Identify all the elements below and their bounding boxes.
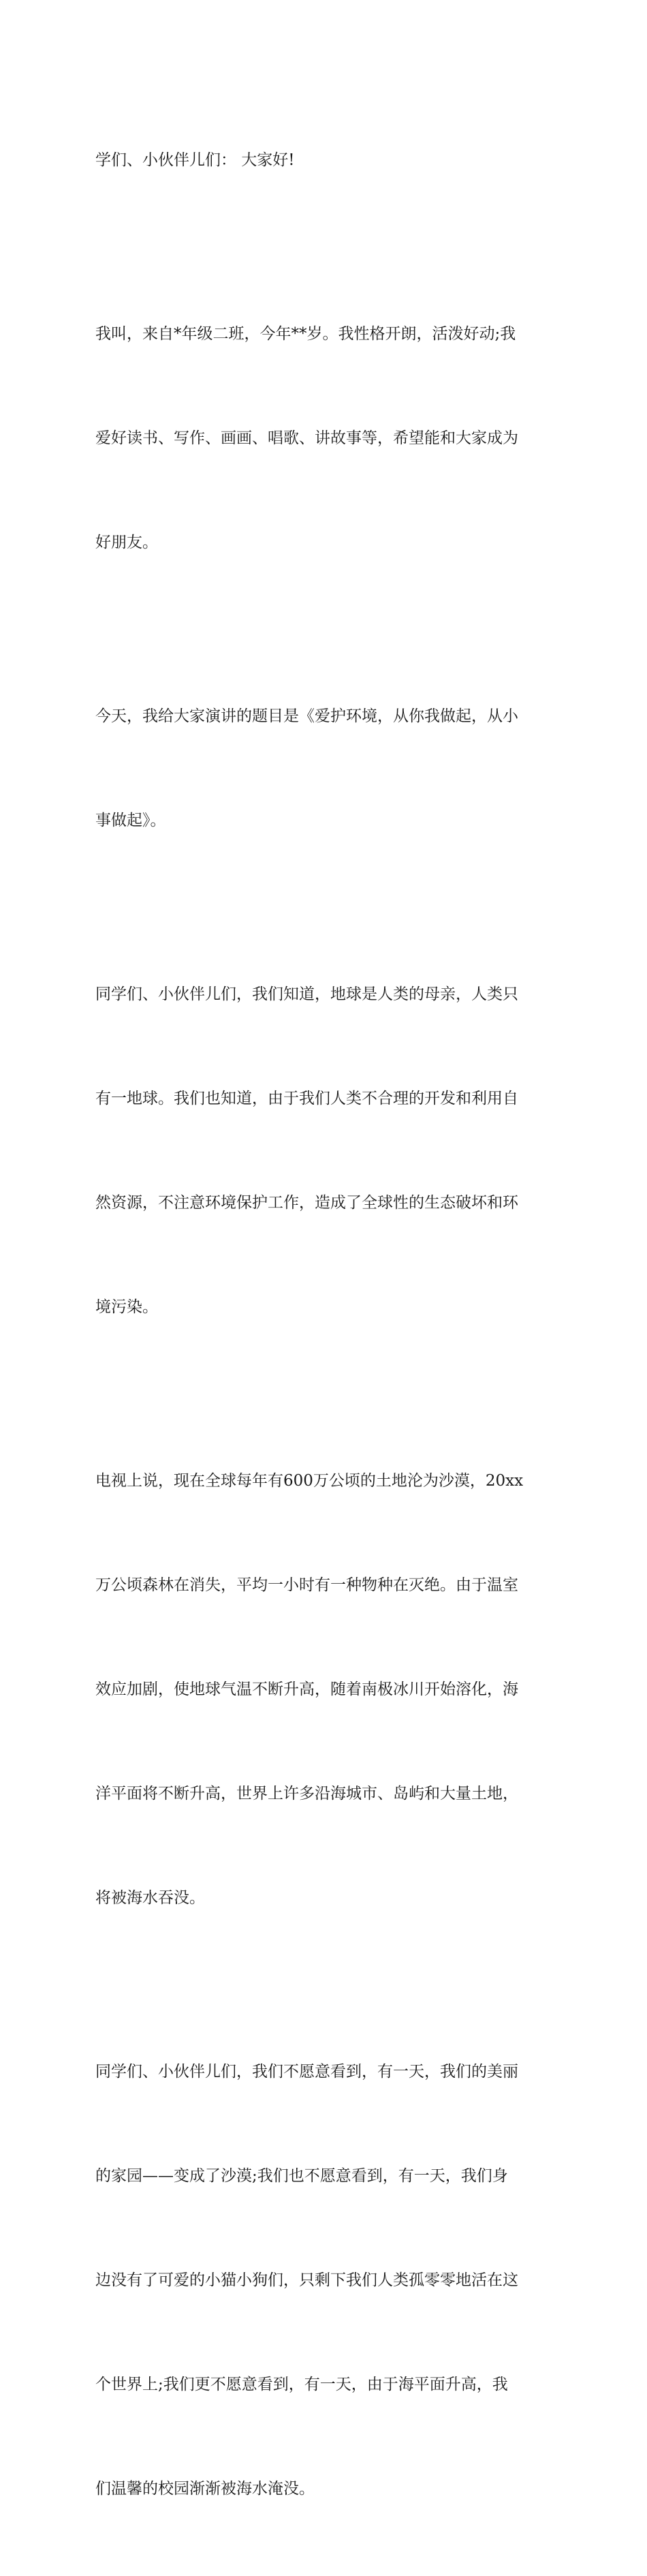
paragraph-self-introduction [95,247,555,630]
text-line: 事做起》。 [95,812,166,829]
text-line: 将被海水吞没。 [95,1889,205,1907]
document-body [95,74,555,2576]
text-line: 万公顷森林在消失，平均一小时有一种物种在灭绝。由于温室 [95,1576,518,1594]
text-line: 的家园——变成了沙漠;我们也不愿意看到，有一天，我们身 [95,2167,508,2185]
paragraph-appeal [95,1985,555,2576]
paragraph-speech-topic [95,630,555,908]
text-line: 学们、小伙伴儿们： 大家好! [95,151,295,169]
text-line: 们温馨的校园渐渐被海水淹没。 [95,2480,315,2498]
text-line: 然资源，不注意环境保护工作，造成了全球性的生态破坏和环 [95,1194,518,1212]
text-line: 我叫，来自*年级二班，今年**岁。我性格开朗，活泼好动;我 [95,325,516,343]
paragraph-tv-report [95,1394,555,1985]
text-line: 同学们、小伙伴儿们，我们不愿意看到，有一天，我们的美丽 [95,2063,518,2081]
text-line: 个世界上;我们更不愿意看到，有一天，由于海平面升高，我 [95,2376,508,2393]
text-line: 洋平面将不断升高，世界上许多沿海城市、岛屿和大量土地， [95,1785,518,1803]
text-line: 好朋友。 [95,534,158,551]
text-line: 有一地球。我们也知道，由于我们人类不合理的开发和利用自 [95,1090,518,1107]
paragraph-greeting [95,74,555,247]
text-line: 同学们、小伙伴儿们，我们知道，地球是人类的母亲，人类只 [95,985,518,1003]
paragraph-earth-mother [95,908,555,1394]
text-line: 电视上说，现在全球每年有600万公顷的土地沦为沙漠，20xx [95,1472,524,1490]
text-line: 境污染。 [95,1298,158,1316]
text-line: 今天，我给大家演讲的题目是《爱护环境，从你我做起，从小 [95,707,518,725]
text-line: 边没有了可爱的小猫小狗们，只剩下我们人类孤零零地活在这 [95,2271,518,2289]
text-line: 爱好读书、写作、画画、唱歌、讲故事等，希望能和大家成为 [95,429,518,447]
text-line: 效应加剧，使地球气温不断升高，随着南极冰川开始溶化，海 [95,1681,518,1698]
